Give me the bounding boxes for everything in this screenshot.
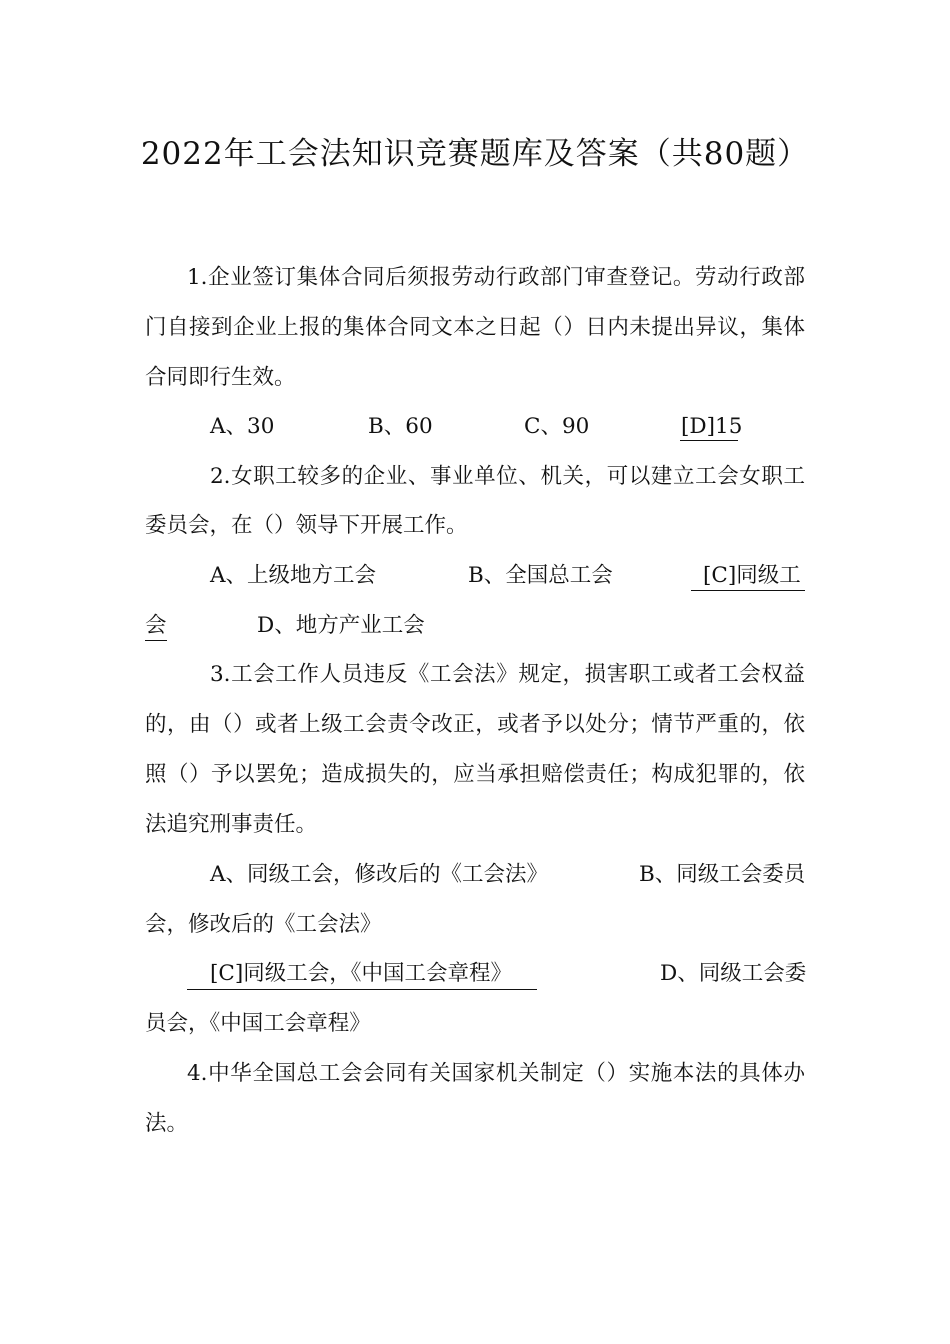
question-3-option-b: B、同级工会委员 (639, 862, 806, 887)
question-1-answer-d: [D]15 (681, 414, 743, 439)
question-1-option-c: C、90 (524, 414, 590, 439)
question-3-line-2: 的，由（）或者上级工会责令改正，或者予以处分；情节严重的，依 (145, 712, 805, 737)
question-2-line-1: 2.女职工较多的企业、事业单位、机关，可以建立工会女职工 (210, 464, 805, 489)
question-3-answer-c: [C]同级工会，《中国工会章程》 (210, 961, 512, 986)
question-1-line-1: 1.企业签订集体合同后须报劳动行政部门审查登记。劳动行政部 (187, 265, 805, 290)
answer-underline (680, 440, 738, 441)
question-3-option-a: A、同级工会，修改后的《工会法》 (210, 862, 549, 887)
answer-underline (145, 640, 167, 641)
question-1-option-a: A、30 (210, 414, 275, 439)
question-2-option-d: D、地方产业工会 (257, 613, 425, 638)
question-2-option-a: A、上级地方工会 (210, 563, 377, 588)
question-2-answer-c-continued: 会 (145, 613, 167, 638)
question-3-line-1: 3.工会工作人员违反《工会法》规定，损害职工或者工会权益 (210, 662, 805, 687)
answer-underline (691, 590, 805, 591)
answer-underline (187, 989, 537, 990)
question-3-line-3: 照（）予以罢免；造成损失的，应当承担赔偿责任；构成犯罪的，依 (145, 762, 805, 787)
question-2-option-b: B、全国总工会 (468, 563, 613, 588)
question-4-line-2: 法。 (145, 1111, 189, 1136)
question-3-line-4: 法追究刑事责任。 (145, 812, 318, 837)
question-4-line-1: 4.中华全国总工会会同有关国家机关制定（）实施本法的具体办 (187, 1061, 805, 1086)
question-1-line-3: 合同即行生效。 (145, 365, 296, 390)
question-1-option-b: B、60 (368, 414, 433, 439)
question-1-line-2: 门自接到企业上报的集体合同文本之日起（）日内未提出异议，集体 (145, 315, 805, 340)
question-3-option-b-continued: 会，修改后的《工会法》 (145, 912, 382, 937)
question-2-answer-c: [C]同级工 (703, 563, 801, 588)
question-2-line-2: 委员会，在（）领导下开展工作。 (145, 513, 468, 538)
question-3-option-d-continued: 员会，《中国工会章程》 (145, 1011, 371, 1036)
document-title: 2022年工会法知识竞赛题库及答案（共80题） (140, 136, 810, 172)
question-3-option-d: D、同级工会委 (660, 961, 807, 986)
